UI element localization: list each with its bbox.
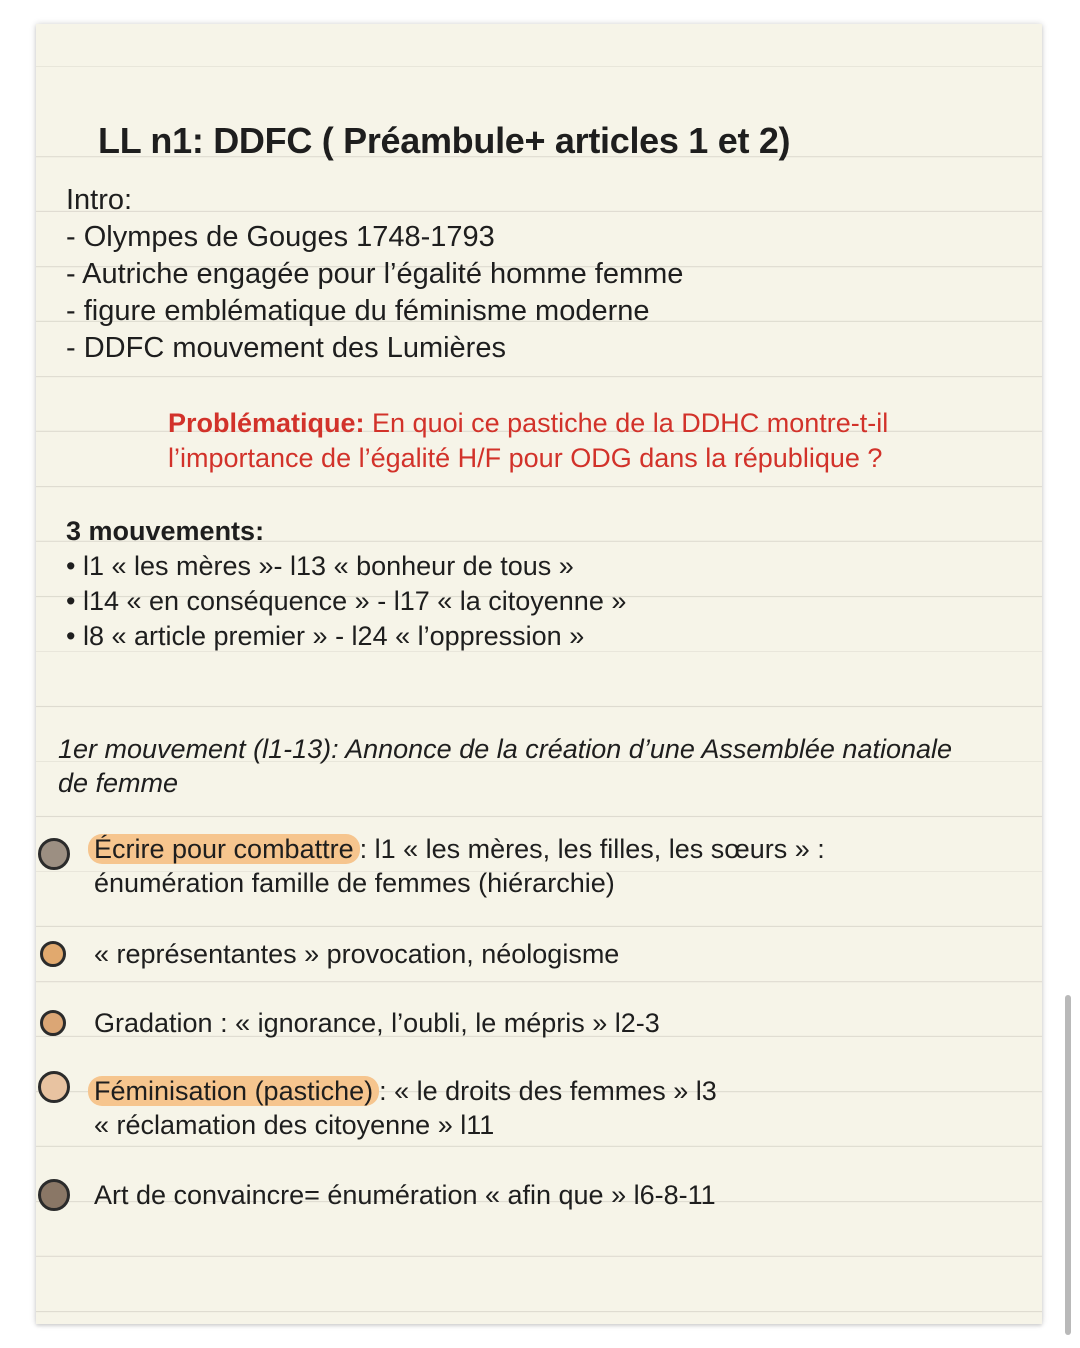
- analysis-item: « représentantes » provocation, néologisme: [94, 939, 620, 969]
- problematique-block: [168, 406, 888, 476]
- bullet-circle-icon[interactable]: [40, 1010, 66, 1036]
- mouvements-section: [66, 514, 626, 654]
- analysis-item: Gradation : « ignorance, l’oubli, le mépris » l2-3: [94, 1008, 660, 1038]
- highlighted-term: Écrire pour combattre: [88, 834, 360, 864]
- bullet-circle-icon[interactable]: [38, 1179, 70, 1211]
- scrollbar[interactable]: [1065, 995, 1071, 1335]
- intro-line: - figure emblématique du féminisme moderne: [66, 295, 650, 327]
- problematique-text-2: l’importance de l’égalité H/F pour ODG dans la république ?: [168, 443, 883, 473]
- intro-line: - Autriche engagée pour l’égalité homme femme: [66, 258, 684, 290]
- highlighted-term: Féminisation (pastiche): [88, 1076, 379, 1106]
- intro-heading: Intro:: [66, 184, 133, 216]
- problematique-text-1: En quoi ce pastiche de la DDHC montre-t-il: [364, 408, 889, 438]
- problematique-label: Problématique:: [168, 408, 365, 438]
- analysis-item: Féminisation (pastiche) : « le droits des femmes » l3 « réclamation des citoyenne » l11: [94, 1074, 717, 1142]
- analysis-item: Écrire pour combattre : l1 « les mères, les filles, les sœurs » : énumération famille de femmes (hiérarchie): [94, 832, 825, 900]
- mouvement-item: • l8 « article premier » - l24 « l’oppression »: [66, 621, 585, 651]
- analysis-item: Art de convaincre= énumération « afin que » l6-8-11: [94, 1180, 716, 1210]
- intro-section: [66, 182, 683, 367]
- mouvements-heading: 3 mouvements:: [66, 516, 265, 546]
- mouvement-item: • l1 « les mères »- l13 « bonheur de tous »: [66, 551, 574, 581]
- mouvement-item: • l14 « en conséquence » - l17 « la citoyenne »: [66, 586, 627, 616]
- bullet-circle-icon[interactable]: [38, 1071, 70, 1103]
- note-page: [36, 24, 1042, 1324]
- bullet-circle-icon[interactable]: [40, 941, 66, 967]
- bullet-circle-icon[interactable]: [38, 838, 70, 870]
- intro-line: - Olympes de Gouges 1748-1793: [66, 221, 495, 253]
- intro-line: - DDFC mouvement des Lumières: [66, 332, 506, 364]
- page-title: LL n1: DDFC ( Préambule+ articles 1 et 2): [98, 120, 791, 161]
- premier-mouvement-heading: 1er mouvement (l1-13): Annonce de la création d’une Assemblée nationale de femme: [58, 734, 953, 798]
